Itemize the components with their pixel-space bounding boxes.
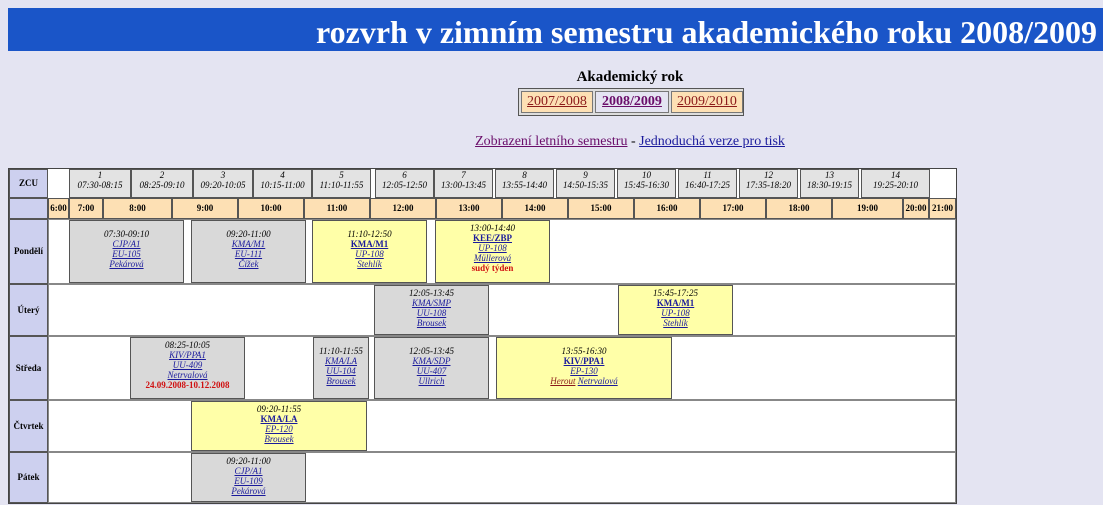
schedule-event[interactable]: 13:00-14:40 KEE/ZBP UP-108 Müllerová sudý týden — [435, 220, 550, 283]
day-label-monday: Pondělí — [9, 219, 48, 284]
period-header: 9 14:50-15:35 — [556, 169, 615, 198]
summer-semester-link[interactable]: Zobrazení letního semestru — [475, 134, 628, 149]
hour-row-spacer — [9, 198, 48, 219]
day-label-wednesday: Středa — [9, 336, 48, 400]
period-header: 5 11:10-11:55 — [312, 169, 371, 198]
period-header: 10 15:45-16:30 — [617, 169, 676, 198]
hour-label: 20:00 — [903, 198, 929, 219]
schedule-event[interactable]: 09:20-11:55 KMA/LA EP-120 Brousek — [191, 401, 367, 451]
page-header — [8, 8, 1103, 51]
period-header: 3 09:20-10:05 — [193, 169, 253, 198]
hour-label: 16:00 — [634, 198, 700, 219]
period-header: 1 07:30-08:15 — [69, 169, 131, 198]
year-link-2007-2008[interactable]: 2007/2008 — [521, 91, 593, 113]
period-header: 2 08:25-09:10 — [131, 169, 193, 198]
schedule-event[interactable]: 12:05-13:45 KMA/SDP UU-407 Ullrich — [374, 337, 489, 399]
year-link-2008-2009[interactable]: 2008/2009 — [595, 91, 669, 113]
hour-label: 10:00 — [238, 198, 304, 219]
row-friday — [48, 452, 956, 503]
year-link-2009-2010[interactable]: 2009/2010 — [671, 91, 743, 113]
academic-year-label: Akademický rok — [576, 69, 684, 85]
day-label-friday: Pátek — [9, 452, 48, 503]
hour-label: 17:00 — [700, 198, 766, 219]
hour-label: 6:00 — [48, 198, 69, 219]
hour-label: 21:00 — [929, 198, 956, 219]
period-header: 11 16:40-17:25 — [678, 169, 737, 198]
period-header: 14 19:25-20:10 — [861, 169, 930, 198]
schedule-event[interactable]: 13:55-16:30 KIV/PPA1 EP-130 Herout Netrvalová — [496, 337, 672, 399]
hour-label: 15:00 — [568, 198, 634, 219]
hour-label: 13:00 — [436, 198, 502, 219]
schedule-event[interactable]: 11:10-11:55 KMA/LA UU-104 Brousek — [313, 337, 369, 399]
period-header: 4 10:15-11:00 — [253, 169, 312, 198]
print-version-link[interactable]: Jednoduchá verze pro tisk — [639, 134, 785, 149]
schedule-event[interactable]: 08:25-10:05 KIV/PPA1 UU-409 Netrvalová 24.09.2008-10.12.2008 — [130, 337, 245, 399]
row-tuesday — [48, 284, 956, 336]
period-header: 7 13:00-13:45 — [434, 169, 493, 198]
schedule-event[interactable]: 09:20-11:00 KMA/M1 EU-111 Čížek — [191, 220, 306, 283]
schedule-event[interactable]: 12:05-13:45 KMA/SMP UU-108 Brousek — [374, 285, 489, 335]
schedule-event[interactable]: 11:10-12:50 KMA/M1 UP-108 Stehlík — [312, 220, 427, 283]
hour-label: 18:00 — [766, 198, 832, 219]
hour-label: 11:00 — [304, 198, 370, 219]
timetable-grid — [8, 168, 957, 504]
schedule-event[interactable]: 07:30-09:10 CJP/A1 EU-105 Pekárová — [69, 220, 184, 283]
day-label-tuesday: Úterý — [9, 284, 48, 336]
hour-label: 7:00 — [69, 198, 103, 219]
day-label-thursday: Čtvrtek — [9, 400, 48, 452]
links-separator: - — [630, 134, 636, 149]
hour-label: 9:00 — [172, 198, 238, 219]
hour-label: 8:00 — [103, 198, 172, 219]
period-header: 6 12:05-12:50 — [375, 169, 434, 198]
hour-label: 12:00 — [370, 198, 436, 219]
period-header: 12 17:35-18:20 — [739, 169, 798, 198]
grid-corner-label: ZCU — [9, 169, 48, 198]
hour-label: 14:00 — [502, 198, 568, 219]
schedule-event[interactable]: 15:45-17:25 KMA/M1 UP-108 Stehlík — [618, 285, 733, 335]
period-header: 8 13:55-14:40 — [495, 169, 554, 198]
hour-label: 19:00 — [832, 198, 903, 219]
academic-year-selector — [518, 88, 744, 116]
page-title: rozvrh v zimním semestru akademického roku 2008/2009 — [316, 14, 1097, 50]
view-links — [440, 134, 820, 150]
period-header: 13 18:30-19:15 — [800, 169, 859, 198]
row-thursday — [48, 400, 956, 452]
schedule-event[interactable]: 09:20-11:00 CJP/A1 EU-109 Pekárová — [191, 453, 306, 502]
